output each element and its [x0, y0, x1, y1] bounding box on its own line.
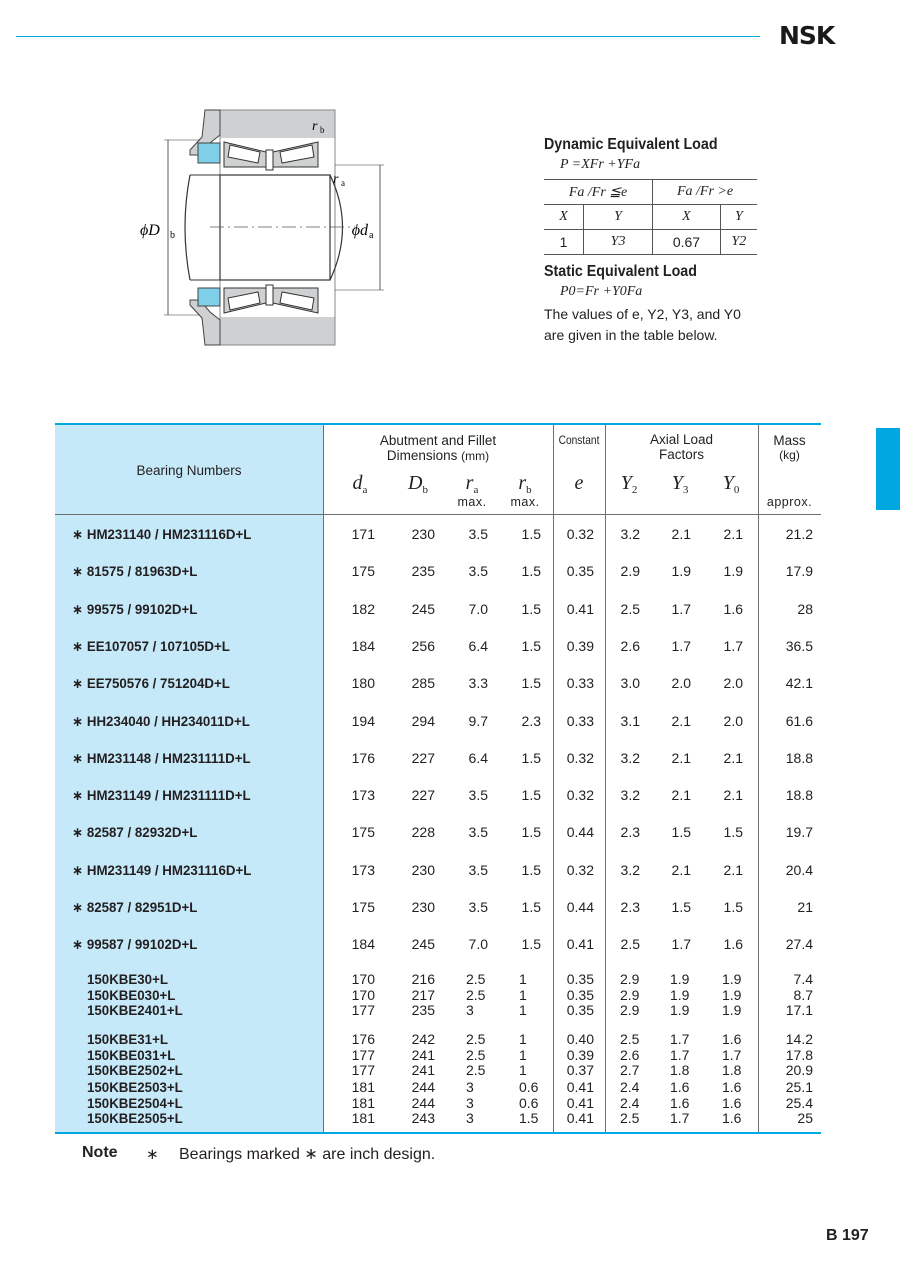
cell-rb: 1	[519, 986, 527, 1003]
cell-Y3: 1.9	[670, 971, 690, 987]
cell-Y0: 1.6	[722, 1110, 742, 1126]
cell-da: 171	[351, 526, 375, 542]
cell-rb: 1	[519, 971, 527, 987]
col-divider	[605, 425, 606, 1132]
cell-Y2: 2.9	[620, 563, 640, 580]
diagram-label-da: ϕd	[351, 222, 368, 239]
cell-da: 175	[351, 824, 375, 841]
cell-Db: 228	[411, 824, 435, 841]
header-rule	[16, 36, 760, 37]
cell-Db: 245	[411, 600, 435, 617]
factor-val-y2: Y2	[731, 234, 747, 249]
cell-Y3: 1.7	[670, 1110, 690, 1126]
cell-Db: 244	[411, 1079, 435, 1095]
cell-Y2: 3.2	[620, 749, 640, 766]
cell-mass: 21	[797, 899, 813, 915]
cell-ra: 3.5	[468, 787, 488, 804]
cell-rb: 1	[519, 1062, 527, 1078]
cell-mass: 20.9	[785, 1062, 813, 1078]
cell-Y2: 3.2	[620, 787, 640, 804]
cell-mass: 36.5	[785, 637, 813, 654]
diagram-label-ra: r	[333, 172, 339, 187]
bearing-number: ∗ EE107057 / 107105D+L	[72, 637, 230, 654]
cell-Y3: 1.7	[670, 1046, 690, 1063]
cell-ra: 7.0	[468, 600, 488, 617]
cell-Db: 242	[411, 1031, 435, 1047]
header-sym-ra: $r_a$	[465, 472, 479, 496]
cell-Y2: 2.5	[620, 600, 640, 617]
bearing-number: 150KBE31+L	[87, 1031, 168, 1047]
cell-mass: 17.8	[785, 1046, 813, 1063]
cell-Y3: 1.9	[671, 563, 691, 580]
cell-Y0: 1.6	[722, 1094, 742, 1111]
cell-rb: 1.5	[521, 749, 541, 766]
values-note-line1: The values of e, Y2, Y3, and Y0	[544, 306, 741, 322]
svg-text:b: b	[320, 125, 325, 135]
cell-e: 0.35	[566, 1002, 594, 1018]
cell-Db: 235	[411, 563, 435, 580]
factor-x1: X	[544, 205, 584, 230]
cell-Y3: 1.7	[671, 936, 691, 953]
cell-rb: 0.6	[519, 1094, 539, 1111]
cell-mass: 17.9	[785, 563, 813, 580]
cell-Db: 294	[411, 712, 435, 729]
cell-ra: 3.3	[468, 675, 488, 692]
header-bearing-numbers: Bearing Numbers	[136, 463, 242, 478]
cell-Y0: 2.1	[723, 526, 743, 542]
bearing-number: 150KBE2505+L	[87, 1110, 183, 1126]
cell-da: 177	[351, 1002, 375, 1018]
cell-mass: 18.8	[785, 749, 813, 766]
header-sym-Y0: $Y_0$	[722, 472, 740, 496]
cell-Y3: 1.7	[670, 1031, 690, 1047]
cell-da: 176	[351, 749, 375, 766]
col-divider	[758, 425, 759, 1132]
cell-Y3: 2.1	[671, 749, 691, 766]
cell-e: 0.32	[566, 749, 594, 766]
cell-da: 173	[351, 787, 375, 804]
cell-ra: 7.0	[468, 936, 488, 953]
cell-da: 180	[351, 675, 375, 692]
cell-mass: 42.1	[785, 675, 813, 692]
bearing-number: ∗ HM231149 / HM231116D+L	[72, 861, 252, 878]
cell-rb: 1.5	[521, 526, 541, 542]
cell-Y2: 2.9	[620, 971, 640, 987]
header-axial-load: Axial Load Factors	[649, 432, 714, 462]
bearing-number: 150KBE031+L	[87, 1046, 176, 1063]
bearing-number: 150KBE30+L	[87, 971, 168, 987]
cell-rb: 1.5	[521, 637, 541, 654]
cell-Y3: 2.1	[671, 712, 691, 729]
cell-e: 0.33	[566, 675, 594, 692]
svg-text:b: b	[170, 230, 175, 241]
cell-Y2: 2.4	[620, 1094, 640, 1111]
cell-rb: 1	[519, 1002, 527, 1018]
cell-ra: 3	[466, 1079, 474, 1095]
cell-Y2: 3.0	[620, 675, 640, 692]
cell-Y0: 2.0	[723, 712, 743, 729]
cell-Y3: 1.9	[670, 986, 690, 1003]
cell-e: 0.35	[566, 563, 594, 580]
cell-Y2: 3.2	[620, 526, 640, 542]
note-symbol: ∗	[146, 1146, 159, 1163]
cell-e: 0.40	[566, 1031, 594, 1047]
cell-ra: 3.5	[468, 899, 488, 915]
cell-da: 194	[351, 712, 375, 729]
cell-da: 170	[351, 971, 375, 987]
cell-rb: 1	[519, 1046, 527, 1063]
cell-Y2: 2.3	[620, 899, 640, 915]
bearing-number: ∗ HM231140 / HM231116D+L	[72, 526, 252, 542]
table-bottom-rule	[55, 1132, 821, 1134]
cell-Y0: 2.1	[723, 787, 743, 804]
cell-rb: 1.5	[521, 899, 541, 915]
bearing-number: ∗ HM231148 / HM231111D+L	[72, 749, 251, 766]
cell-Db: 244	[411, 1094, 435, 1111]
cell-mass: 21.2	[785, 526, 813, 542]
header-ra-max: max.	[457, 495, 487, 509]
cell-rb: 1.5	[521, 787, 541, 804]
cell-da: 181	[351, 1094, 375, 1111]
factor-table	[544, 179, 757, 255]
cell-mass: 27.4	[785, 936, 813, 953]
cell-Y0: 1.9	[722, 986, 742, 1003]
bearing-number: ∗ EE750576 / 751204D+L	[72, 675, 230, 692]
factor-x2: X	[653, 205, 721, 230]
cell-Db: 285	[411, 675, 435, 692]
cell-rb: 1.5	[521, 824, 541, 841]
cell-ra: 2.5	[466, 1062, 486, 1078]
cell-mass: 14.2	[785, 1031, 813, 1047]
cell-Db: 227	[411, 787, 435, 804]
cell-Y0: 1.7	[723, 637, 743, 654]
cell-e: 0.37	[566, 1062, 594, 1078]
cell-Y2: 2.9	[620, 986, 640, 1003]
cell-ra: 3.5	[468, 526, 488, 542]
cell-Y2: 2.5	[620, 936, 640, 953]
bearing-number: ∗ 99575 / 99102D+L	[72, 600, 198, 617]
cell-ra: 3	[466, 1110, 474, 1126]
diagram-label-rb: r	[312, 119, 318, 134]
cell-Y2: 3.2	[620, 861, 640, 878]
cell-mass: 28	[797, 600, 813, 617]
cell-Db: 241	[411, 1046, 435, 1063]
cell-e: 0.39	[566, 1046, 594, 1063]
cell-e: 0.39	[566, 637, 594, 654]
header-sym-Y2: $Y_2$	[620, 472, 638, 496]
cell-e: 0.41	[566, 1110, 594, 1126]
cell-mass: 19.7	[785, 824, 813, 841]
cell-Y2: 2.3	[620, 824, 640, 841]
header-mass: Mass (kg)	[773, 433, 806, 462]
cell-Db: 243	[411, 1110, 435, 1126]
cell-e: 0.32	[566, 861, 594, 878]
header-sym-da: $d_a$	[352, 472, 368, 496]
cell-ra: 9.7	[468, 712, 488, 729]
cell-Y3: 1.8	[670, 1062, 690, 1078]
cell-mass: 8.7	[793, 986, 813, 1003]
bearing-number: ∗ 82587 / 82932D+L	[72, 824, 198, 841]
note-text: Bearings marked ∗ are inch design.	[179, 1146, 436, 1163]
cell-Y0: 1.6	[723, 936, 743, 953]
cell-Db: 245	[411, 936, 435, 953]
cell-Db: 227	[411, 749, 435, 766]
header-constant: Constant	[558, 433, 600, 447]
factor-val-x2: 0.67	[653, 230, 721, 255]
cell-Y0: 1.6	[722, 1079, 742, 1095]
bearing-number: 150KBE030+L	[87, 986, 176, 1003]
cell-ra: 6.4	[468, 749, 488, 766]
cell-mass: 61.6	[785, 712, 813, 729]
cell-Y0: 1.8	[722, 1062, 742, 1078]
cell-Y0: 2.0	[723, 675, 743, 692]
cell-Db: 230	[411, 899, 435, 915]
header-rb-max: max.	[510, 495, 540, 509]
bearing-number: ∗ HM231149 / HM231111D+L	[72, 787, 251, 804]
cell-Db: 241	[411, 1062, 435, 1078]
cell-ra: 6.4	[468, 637, 488, 654]
cell-Y2: 2.5	[620, 1110, 640, 1126]
factor-val-x1: 1	[544, 230, 584, 255]
cell-Y0: 1.6	[722, 1031, 742, 1047]
cell-Y2: 2.5	[620, 1031, 640, 1047]
cell-Db: 230	[411, 861, 435, 878]
bearing-number: ∗ 82587 / 82951D+L	[72, 899, 198, 915]
header-sym-rb: $r_b$	[518, 472, 532, 496]
cell-mass: 25.4	[785, 1094, 813, 1111]
nsk-logo: NSK	[779, 21, 835, 50]
cell-ra: 2.5	[466, 971, 486, 987]
cell-Y0: 1.9	[722, 971, 742, 987]
cell-mass: 25.1	[785, 1079, 813, 1095]
cell-ra: 2.5	[466, 1046, 486, 1063]
bearing-number: ∗ 99587 / 99102D+L	[72, 936, 198, 953]
cell-Db: 256	[411, 637, 435, 654]
cell-rb: 1.5	[521, 563, 541, 580]
cell-ra: 3.5	[468, 861, 488, 878]
header-abutment: Abutment and Fillet Dimensions (mm)	[379, 433, 497, 463]
table-top-rule	[55, 423, 821, 425]
cell-Y3: 1.5	[671, 824, 691, 841]
cell-ra: 3	[466, 1002, 474, 1018]
cell-ra: 2.5	[466, 986, 486, 1003]
cell-e: 0.44	[566, 899, 594, 915]
cell-Db: 235	[411, 1002, 435, 1018]
cell-Y3: 1.7	[671, 600, 691, 617]
cell-mass: 18.8	[785, 787, 813, 804]
cell-da: 177	[351, 1062, 375, 1078]
cell-rb: 0.6	[519, 1079, 539, 1095]
bearing-mounting-diagram	[140, 105, 390, 350]
cell-Y3: 1.6	[670, 1079, 690, 1095]
header-approx: approx.	[766, 495, 813, 509]
cell-e: 0.35	[566, 971, 594, 987]
cell-Y2: 2.7	[620, 1062, 640, 1078]
cell-da: 181	[351, 1079, 375, 1095]
cell-da: 170	[351, 986, 375, 1003]
cell-Y3: 2.1	[671, 787, 691, 804]
cell-rb: 1.5	[521, 675, 541, 692]
cell-rb: 1.5	[521, 936, 541, 953]
cell-da: 177	[351, 1046, 375, 1063]
cell-Y0: 1.6	[723, 600, 743, 617]
cell-e: 0.32	[566, 526, 594, 542]
cell-e: 0.32	[566, 787, 594, 804]
cell-Y0: 1.7	[722, 1046, 742, 1063]
cell-e: 0.41	[566, 1094, 594, 1111]
cell-Y3: 1.5	[671, 899, 691, 915]
cell-Y0: 2.1	[723, 749, 743, 766]
cell-Y0: 1.9	[723, 563, 743, 580]
bearing-number: ∗ HH234040 / HH234011D+L	[72, 712, 250, 729]
dynamic-load-title: Dynamic Equivalent Load	[544, 136, 718, 153]
cell-e: 0.41	[566, 936, 594, 953]
factor-y1: Y	[584, 205, 653, 230]
cell-Db: 230	[411, 526, 435, 542]
cell-ra: 2.5	[466, 1031, 486, 1047]
cell-e: 0.41	[566, 1079, 594, 1095]
factor-head-left: Fa /Fr ≦e	[544, 180, 653, 205]
cell-da: 175	[351, 563, 375, 580]
bearing-number: ∗ 81575 / 81963D+L	[72, 563, 198, 580]
cell-Y3: 2.1	[671, 526, 691, 542]
cell-Db: 217	[411, 986, 435, 1003]
cell-Y0: 1.5	[723, 899, 743, 915]
cell-mass: 7.4	[793, 971, 813, 987]
values-note-line2: are given in the table below.	[544, 327, 718, 343]
cell-ra: 3.5	[468, 824, 488, 841]
note-label: Note	[82, 1144, 118, 1161]
cell-Y2: 2.9	[620, 1002, 640, 1018]
cell-mass: 17.1	[785, 1002, 813, 1018]
cell-rb: 2.3	[521, 712, 541, 729]
dynamic-load-formula: P =XFr +YFa	[560, 157, 641, 172]
header-sym-Y3: $Y_3$	[671, 472, 689, 496]
cell-da: 176	[351, 1031, 375, 1047]
cell-mass: 25	[797, 1110, 813, 1126]
factor-y2: Y	[735, 209, 743, 224]
factor-val-y1: Y3	[584, 230, 653, 255]
cell-Y0: 1.9	[722, 1002, 742, 1018]
static-load-formula: P0=Fr +Y0Fa	[560, 284, 643, 299]
cell-Y2: 3.1	[620, 712, 640, 729]
cell-e: 0.41	[566, 600, 594, 617]
cell-e: 0.33	[566, 712, 594, 729]
table-header-rule	[55, 514, 821, 515]
static-load-title: Static Equivalent Load	[544, 263, 697, 280]
cell-e: 0.35	[566, 986, 594, 1003]
section-tab-marker	[876, 428, 900, 510]
cell-Y3: 1.9	[670, 1002, 690, 1018]
cell-rb: 1.5	[519, 1110, 539, 1126]
col-divider	[553, 425, 554, 1132]
cell-Y3: 2.1	[671, 861, 691, 878]
cell-Y3: 1.6	[670, 1094, 690, 1111]
cell-Y2: 2.6	[620, 637, 640, 654]
cell-da: 184	[351, 637, 375, 654]
cell-e: 0.44	[566, 824, 594, 841]
cell-ra: 3.5	[468, 563, 488, 580]
cell-Y2: 2.4	[620, 1079, 640, 1095]
cell-Y3: 1.7	[671, 637, 691, 654]
cell-rb: 1	[519, 1031, 527, 1047]
cell-rb: 1.5	[521, 861, 541, 878]
cell-Db: 216	[411, 971, 435, 987]
cell-ra: 3	[466, 1094, 474, 1111]
cell-Y3: 2.0	[671, 675, 691, 692]
col-divider	[323, 425, 324, 1132]
cell-da: 173	[351, 861, 375, 878]
factor-head-right: Fa /Fr >e	[676, 184, 734, 199]
bearing-number: 150KBE2401+L	[87, 1002, 183, 1018]
cell-da: 184	[351, 936, 375, 953]
cell-da: 175	[351, 899, 375, 915]
bearing-number: 150KBE2503+L	[87, 1079, 183, 1095]
cell-Y0: 2.1	[723, 861, 743, 878]
page-number: B 197	[826, 1227, 869, 1244]
equivalent-load-panel	[544, 136, 774, 346]
cell-rb: 1.5	[521, 600, 541, 617]
cell-da: 182	[351, 600, 375, 617]
header-sym-e: e	[574, 472, 584, 494]
cell-Y0: 1.5	[723, 824, 743, 841]
bearing-number: 150KBE2502+L	[87, 1062, 183, 1078]
header-sym-Db: $D_b$	[408, 472, 428, 496]
bearing-number: 150KBE2504+L	[87, 1094, 183, 1111]
svg-text:a: a	[341, 178, 345, 188]
cell-mass: 20.4	[785, 861, 813, 878]
svg-text:a: a	[369, 230, 374, 241]
diagram-label-Db: ϕD	[140, 222, 160, 239]
cell-Y2: 2.6	[620, 1046, 640, 1063]
cell-da: 181	[351, 1110, 375, 1126]
